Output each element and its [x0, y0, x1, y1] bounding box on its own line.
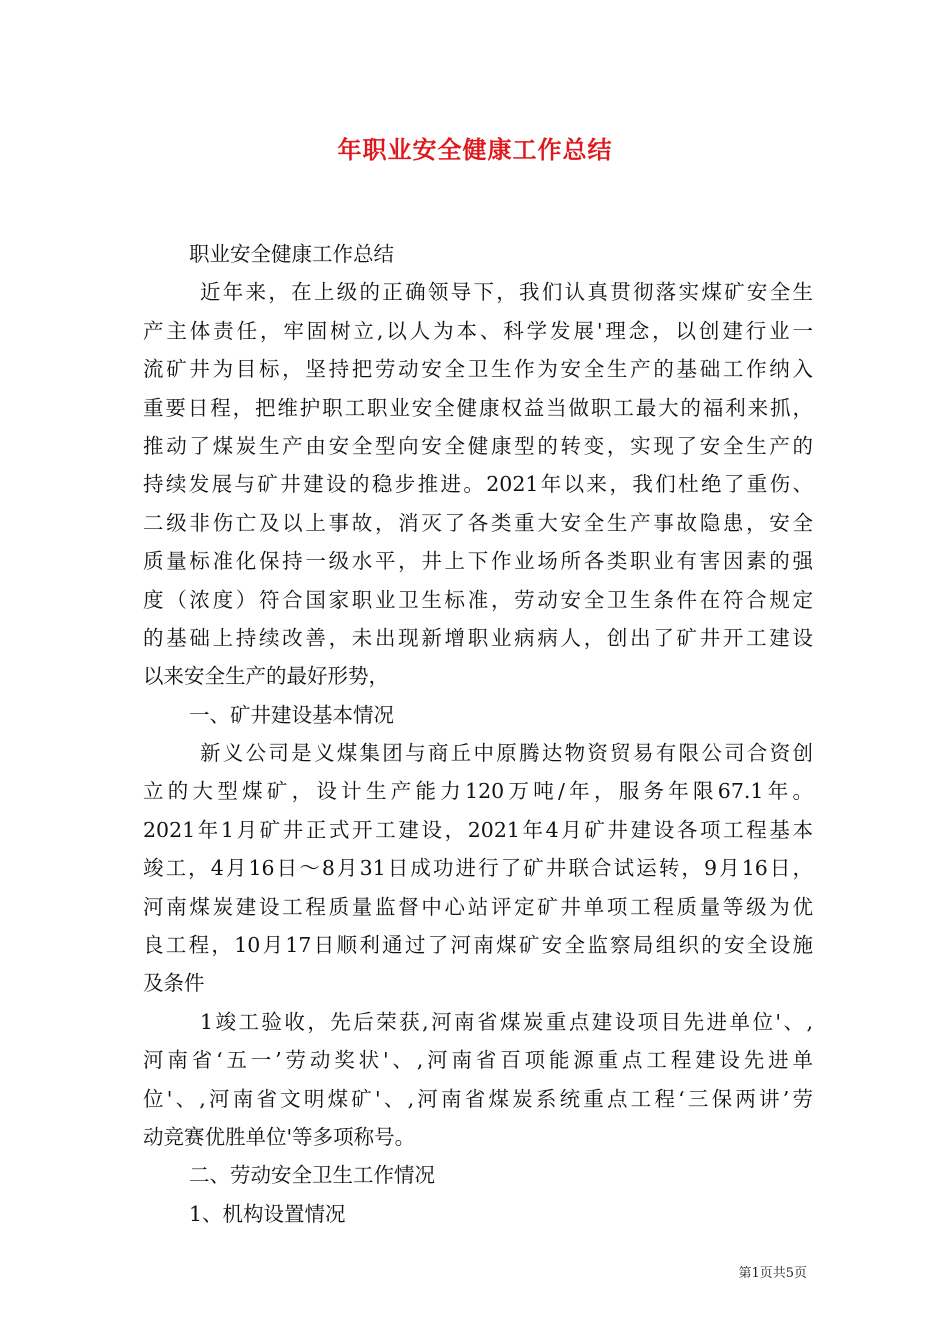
paragraph-line: 流矿井为目标，坚持把劳动安全卫生作为安全生产的基础工作纳入: [143, 357, 813, 382]
doc-heading-line: 职业安全健康工作总结: [189, 242, 394, 266]
paragraph-line: 竣工，4月16日～8月31日成功进行了矿井联合试运转，9月16日，: [143, 856, 813, 881]
paragraph-line: 良工程，10月17日顺利通过了河南煤矿安全监察局组织的安全设施: [143, 933, 813, 958]
paragraph-line: 二级非伤亡及以上事故，消灭了各类重大安全生产事故隐患，安全: [143, 510, 813, 535]
paragraph-line: 位'、,河南省文明煤矿'、,河南省煤炭系统重点工程‘三保两讲’劳: [143, 1086, 813, 1111]
paragraph-line: 持续发展与矿井建设的稳步推进。2021年以来，我们杜绝了重伤、: [143, 472, 813, 497]
subsection-heading: 1、机构设置情况: [189, 1201, 346, 1226]
paragraph-line: 动竞赛优胜单位'等多项称号。: [143, 1124, 416, 1149]
section-heading: 二、劳动安全卫生工作情况: [189, 1163, 435, 1188]
paragraph-line: 重要日程，把维护职工职业安全健康权益当做职工最大的福利来抓，: [143, 395, 813, 420]
paragraph-line: 推动了煤炭生产由安全型向安全健康型的转变，实现了安全生产的: [143, 433, 813, 458]
paragraph-line: 河南省‘五一’劳动奖状'、,河南省百项能源重点工程建设先进单: [143, 1048, 813, 1073]
paragraph-line: 的基础上持续改善，未出现新增职业病病人，创出了矿井开工建设: [143, 625, 813, 650]
section-heading: 一、矿井建设基本情况: [189, 702, 394, 727]
document-body: [143, 235, 813, 1233]
paragraph-line: 近年来，在上级的正确领导下，我们认真贯彻落实煤矿安全生: [200, 280, 813, 305]
paragraph-line: 河南煤炭建设工程质量监督中心站评定矿井单项工程质量等级为优: [143, 894, 813, 919]
paragraph-line: 立的大型煤矿，设计生产能力120万吨/年，服务年限67.1年。: [143, 779, 813, 804]
paragraph-line: 以来安全生产的最好形势，: [143, 664, 389, 689]
paragraph-line: 2021年1月矿井正式开工建设，2021年4月矿井建设各项工程基本: [143, 817, 813, 842]
paragraph-line: 1竣工验收，先后荣获,河南省煤炭重点建设项目先进单位'、,: [200, 1009, 813, 1034]
paragraph-line: 及条件: [143, 971, 205, 996]
paragraph-line: 质量标准化保持一级水平，井上下作业场所各类职业有害因素的强: [143, 549, 813, 574]
page-number-footer: 第1页共5页: [738, 1266, 807, 1281]
paragraph-line: 产主体责任，牢固树立,以人为本、科学发展'理念，以创建行业一: [143, 318, 813, 343]
paragraph-line: 度（浓度）符合国家职业卫生标准，劳动安全卫生条件在符合规定: [143, 587, 813, 612]
paragraph-line: 新义公司是义煤集团与商丘中原腾达物资贸易有限公司合资创: [200, 741, 813, 766]
document-title: 年职业安全健康工作总结: [337, 136, 613, 164]
